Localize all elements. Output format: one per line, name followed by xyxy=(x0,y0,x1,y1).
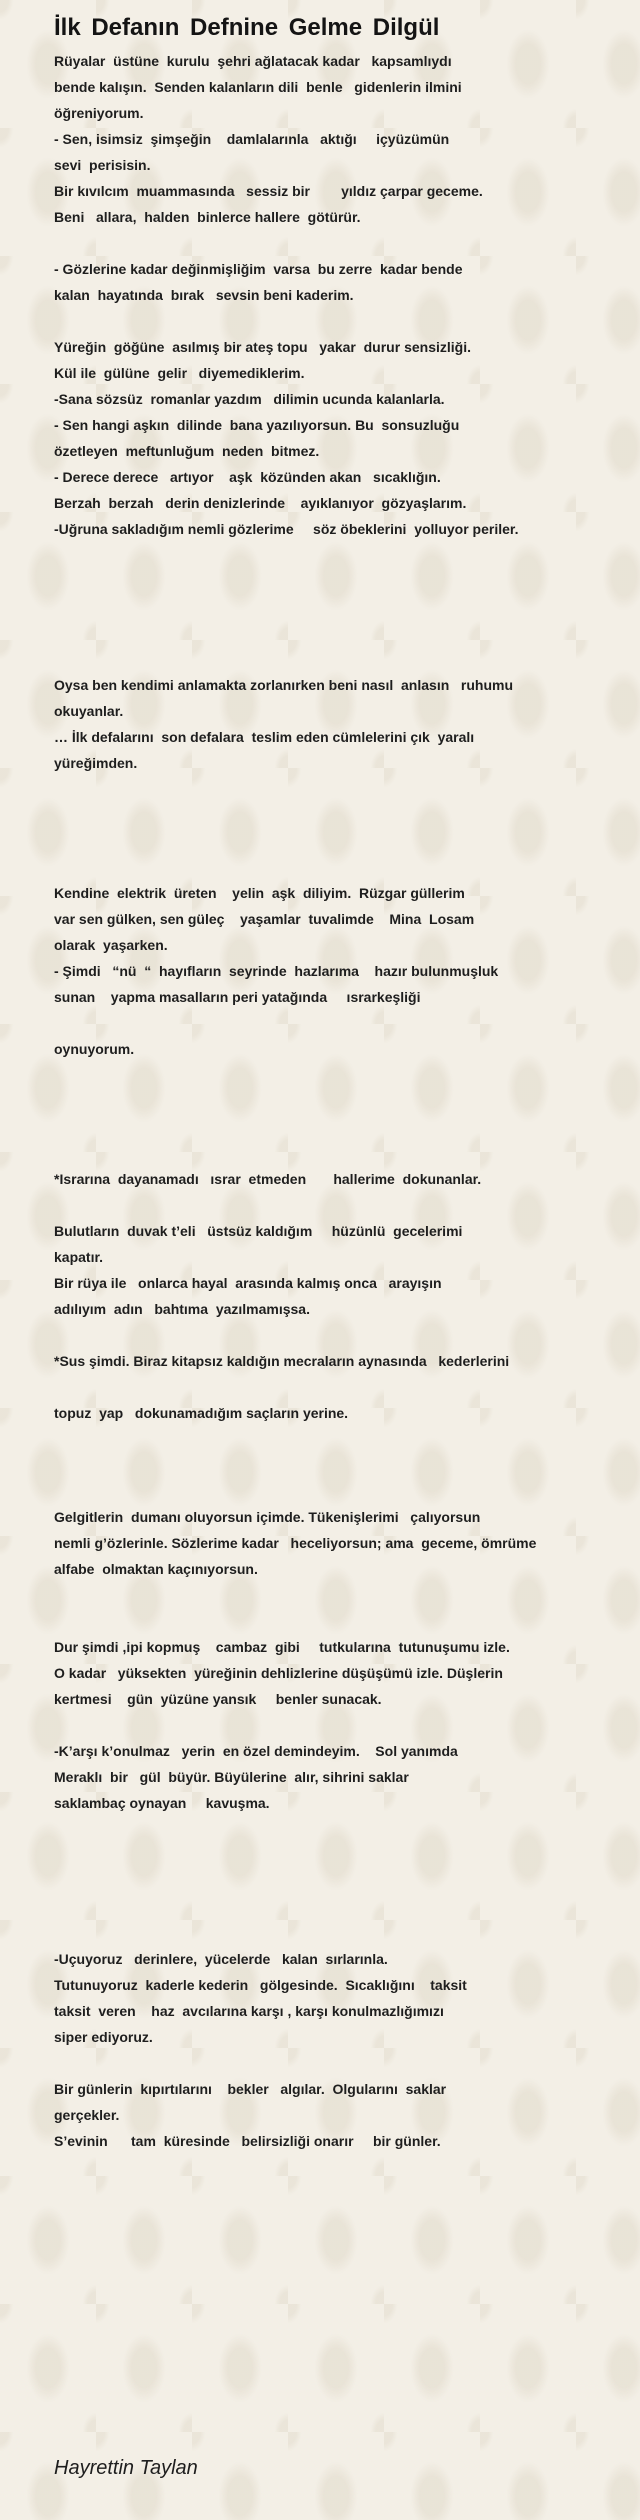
poem-line: … İlk defalarını son defalara teslim eden cümlelerini çık yaralı xyxy=(54,729,475,745)
poem-line: Beni allara, halden binlerce hallere götürür. xyxy=(54,209,361,225)
stanza xyxy=(54,2076,614,2154)
poem-line: -Uçuyoruz derinlere, yücelerde kalan sırlarınla. xyxy=(54,1951,388,1967)
poem-line: gerçekler. xyxy=(54,2107,120,2123)
poem-line: saklambaç oynayan kavuşma. xyxy=(54,1795,270,1811)
poem-title: İlk Defanın Defnine Gelme Dilgül xyxy=(54,14,440,41)
stanza xyxy=(54,1504,614,1582)
poem-line: sevi perisisin. xyxy=(54,157,151,173)
poem-line: - Şimdi “nü “ hayıfların seyrinde hazlarıma hazır bulunmuşluk xyxy=(54,963,499,979)
stanza xyxy=(54,1218,614,1322)
poem-line: siper ediyoruz. xyxy=(54,2029,153,2045)
poem-line: Tutunuyoruz kaderle kederin gölgesinde. Sıcaklığını taksit xyxy=(54,1977,467,1993)
poem-line: Dur şimdi ,ipi kopmuş cambaz gibi tutkularına tutunuşumu izle. xyxy=(54,1639,510,1655)
stanza xyxy=(54,256,614,308)
stanza xyxy=(54,880,614,1010)
poem-line: -K’arşı k’onulmaz yerin en özel demindeyim. Sol yanımda xyxy=(54,1743,458,1759)
poem-line: Bir rüya ile onlarca hayal arasında kalmış onca arayışın xyxy=(54,1275,442,1291)
poem-line: Bir kıvılcım muammasında sessiz bir yıldız çarpar geceme. xyxy=(54,183,483,199)
stanza xyxy=(54,1634,614,1712)
poem-line: topuz yap dokunamadığım saçların yerine. xyxy=(54,1405,349,1421)
poem-line: -Sana sözsüz romanlar yazdım dilimin ucunda kalanlarla. xyxy=(54,391,445,407)
poem-line: nemli g’özlerinle. Sözlerime kadar heceliyorsun; ama geceme, ömrüme xyxy=(54,1535,537,1551)
poem-body xyxy=(54,48,614,2284)
poem-line: O kadar yüksekten yüreğinin dehlizlerine düşüşümü izle. Düşlerin xyxy=(54,1665,503,1681)
stanza xyxy=(54,48,614,230)
poem-line: *Sus şimdi. Biraz kitapsız kaldığın mecraların aynasında kederlerini xyxy=(54,1353,510,1369)
poem-line: Kül ile gülüne gelir diyemediklerim. xyxy=(54,365,305,381)
poem-line: alfabe olmaktan kaçınıyorsun. xyxy=(54,1561,258,1577)
poem-line: özetleyen meftunluğum neden bitmez. xyxy=(54,443,320,459)
poem-line: kapatır. xyxy=(54,1249,104,1265)
poem-line: Rüyalar üstüne kurulu şehri ağlatacak kadar kapsamlıydı xyxy=(54,53,452,69)
poem-line: Gelgitlerin dumanı oluyorsun içimde. Tükenişlerimi çalıyorsun xyxy=(54,1509,481,1525)
poem-line: Kendine elektrik üreten yelin aşk diliyim. Rüzgar güllerim xyxy=(54,885,465,901)
poem-line: -Uğruna sakladığım nemli gözlerime söz öbeklerini yolluyor periler. xyxy=(54,521,519,537)
poem-line: - Sen, isimsiz şimşeğin damlalarınla aktığı içyüzümün xyxy=(54,131,450,147)
stanza xyxy=(54,672,614,776)
stanza xyxy=(54,1946,614,2050)
poem-line: Bir günlerin kıpırtılarını bekler algılar. Olgularını saklar xyxy=(54,2081,447,2097)
stanza xyxy=(54,1036,614,1062)
poem-line: taksit veren haz avcılarına karşı , karşı konulmazlığımızı xyxy=(54,2003,444,2019)
poem-line: bende kalışın. Senden kalanların dili benle gidenlerin ilmini xyxy=(54,79,462,95)
poem-line: okuyanlar. xyxy=(54,703,124,719)
poem-line: adılıyım adın bahtıma yazılmamışsa. xyxy=(54,1301,310,1317)
poem-line: *Israrına dayanamadı ısrar etmeden hallerime dokunanlar. xyxy=(54,1171,482,1187)
stanza xyxy=(54,334,614,542)
author-signature: Hayrettin Taylan xyxy=(54,2457,198,2479)
poem-line: - Sen hangi aşkın dilinde bana yazılıyorsun. Bu sonsuzluğu xyxy=(54,417,460,433)
poem-line: S’evinin tam küresinde belirsizliği onarır bir günler. xyxy=(54,2133,441,2149)
poem-line: kertmesi gün yüzüne yansık benler sunacak. xyxy=(54,1691,382,1707)
stanza xyxy=(54,1738,614,1816)
poem-line: Bulutların duvak t’eli üstsüz kaldığım hüzünlü gecelerimi xyxy=(54,1223,463,1239)
poem-line: öğreniyorum. xyxy=(54,105,144,121)
stanza xyxy=(54,1166,614,1192)
poem-line: var sen gülken, sen güleç yaşamlar tuvalimde Mina Losam xyxy=(54,911,475,927)
poem-line: yüreğimden. xyxy=(54,755,138,771)
stanza xyxy=(54,1348,614,1374)
poem-line: - Gözlerine kadar değinmişliğim varsa bu zerre kadar bende xyxy=(54,261,463,277)
poem-line: kalan hayatında bırak sevsin beni kaderim. xyxy=(54,287,354,303)
poem-line: olarak yaşarken. xyxy=(54,937,168,953)
poem-line: Oysa ben kendimi anlamakta zorlanırken beni nasıl anlasın ruhumu xyxy=(54,677,514,693)
poem-line: Yüreğin göğüne asılmış bir ateş topu yakar durur sensizliği. xyxy=(54,339,471,355)
poem-line: oynuyorum. xyxy=(54,1041,135,1057)
poem-line: Berzah berzah derin denizlerinde ayıklanıyor gözyaşlarım. xyxy=(54,495,467,511)
poem-line: sunan yapma masalların peri yatağında ısrarkeşliği xyxy=(54,989,421,1005)
stanza xyxy=(54,1400,614,1426)
poem-line: - Derece derece artıyor aşk közünden akan sıcaklığın. xyxy=(54,469,441,485)
poem-line: Meraklı bir gül büyür. Büyülerine alır, sihrini saklar xyxy=(54,1769,409,1785)
